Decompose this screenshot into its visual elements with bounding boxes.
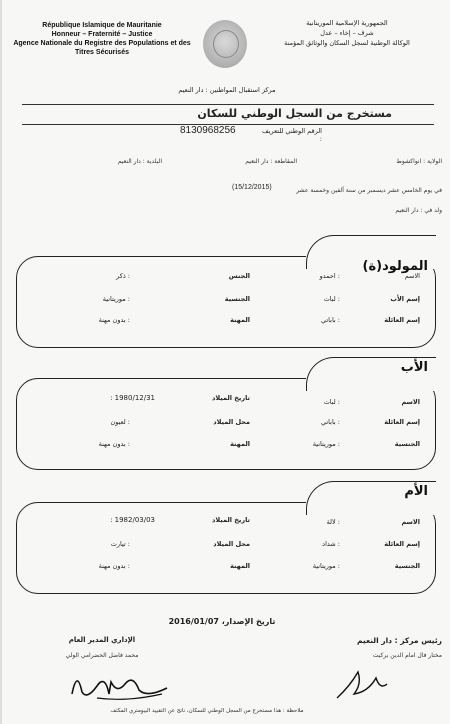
national-emblem-seal [203, 20, 247, 68]
newborn-sex-value: : ذكر [116, 272, 130, 280]
mother-profession-label: المهنة [230, 562, 250, 570]
ar-motto: شرف – إخاء – عدل [320, 29, 374, 37]
center-head-label: رئيس مركز : دار النعيم [357, 636, 442, 645]
newborn-family-value: : باباتي [320, 316, 340, 324]
newborn-name-label: الاسم [404, 272, 420, 280]
newborn-nationality-value: : موريتانية [102, 295, 130, 303]
fr-country: République Islamique de Mauritanie [42, 22, 162, 29]
mother-title: الأم [404, 484, 428, 499]
ar-agency: الوكالة الوطنية لسجل السكان والوثائق المؤمنة [284, 39, 410, 47]
center-head-signature [332, 664, 392, 704]
father-dob-label: تاريخ الميلاد [212, 394, 250, 402]
birth-date-numeric: (15/12/2015) [232, 184, 272, 191]
ar-country: الجمهورية الإسلامية الموريتانية [306, 19, 388, 27]
father-nationality-value: : موريتانية [312, 440, 340, 448]
newborn-nationality-label: الجنسية [224, 295, 250, 303]
mother-pob-value: : تيارت [110, 540, 130, 548]
father-pob-value: : لعيون [110, 418, 130, 426]
newborn-family-label: إسم العائلة [384, 316, 420, 324]
director-name: محمد فاضل الحضرامي الولي [65, 652, 139, 659]
mother-nationality-value: : موريتانية [312, 562, 340, 570]
fr-agency: Agence Nationale du Registre des Populations et des [13, 40, 191, 47]
newborn-profession-label: المهنة [230, 316, 250, 324]
nni-value: 8130968256 [180, 125, 236, 136]
center-head-name: مختار فال امام الدين بركيت [372, 652, 442, 659]
nni-label: الرقم الوطني للتعريف : [262, 127, 322, 143]
commune: البلدية : دار النعيم [117, 158, 162, 165]
mother-pob-label: محل الميلاد [213, 540, 250, 548]
newborn-father-label: إسم الأب [390, 295, 420, 303]
father-family-value: : باباتي [320, 418, 340, 426]
mother-profession-value: : بدون مهنة [98, 562, 130, 570]
father-nationality-label: الجنسية [394, 440, 420, 448]
father-pob-label: محل الميلاد [213, 418, 250, 426]
mother-name-value: : لالة [326, 518, 340, 526]
mother-nationality-label: الجنسية [394, 562, 420, 570]
mother-dob-value: : 1982/03/03 [110, 516, 155, 524]
director-title: الإداري المدير العام [68, 636, 136, 644]
header-arabic [252, 18, 442, 48]
fr-agency-cont: Titres Sécurisés [75, 49, 129, 56]
director-signature [67, 664, 177, 704]
father-name-label: الاسم [401, 398, 420, 406]
father-profession-label: المهنة [230, 440, 250, 448]
header-french [12, 21, 192, 57]
footer-note: ملاحظة : هذا مستخرج من السجل الوطني للسكان، ناتج عن التقييد البيومتري المكثف [110, 708, 304, 714]
newborn-sex-label: الجنس [228, 272, 250, 280]
birth-place: ولد في : دار النعيم [395, 207, 442, 214]
father-profession-value: : بدون مهنة [98, 440, 130, 448]
newborn-title: المولود(ة) [362, 259, 428, 274]
issue-date: تاريخ الإصدار، 2016/01/07 [168, 617, 276, 626]
newborn-profession-value: : بدون مهنة [98, 316, 130, 324]
mother-dob-label: تاريخ الميلاد [212, 516, 250, 524]
newborn-name-value: : احمدو [319, 272, 340, 280]
document-title: مستخرج من السجل الوطني للسكان [197, 107, 392, 120]
father-name-value: : لبات [323, 398, 340, 406]
fr-motto: Honneur – Fraternité – Justice [51, 31, 153, 38]
mother-family-label: إسم العائلة [384, 540, 420, 548]
newborn-father-value: : لبات [323, 295, 340, 303]
mother-name-label: الاسم [401, 518, 420, 526]
moughataa: المقاطعة : دار النعيم [245, 158, 297, 165]
reception-center: مركز استقبال المواطنين : دار النعيم [178, 86, 276, 94]
birth-date-text: في يوم الخامس عشر ديسمبر من سنة ألفين وخمسة عشر [296, 187, 442, 194]
father-title: الأب [400, 360, 428, 375]
father-family-label: إسم العائلة [384, 418, 420, 426]
father-dob-value: : 1980/12/31 [110, 394, 155, 402]
wilaya: الولاية : انواكشوط [396, 158, 442, 165]
title-rule-top [22, 104, 434, 105]
mother-family-value: : شداد [322, 540, 340, 548]
